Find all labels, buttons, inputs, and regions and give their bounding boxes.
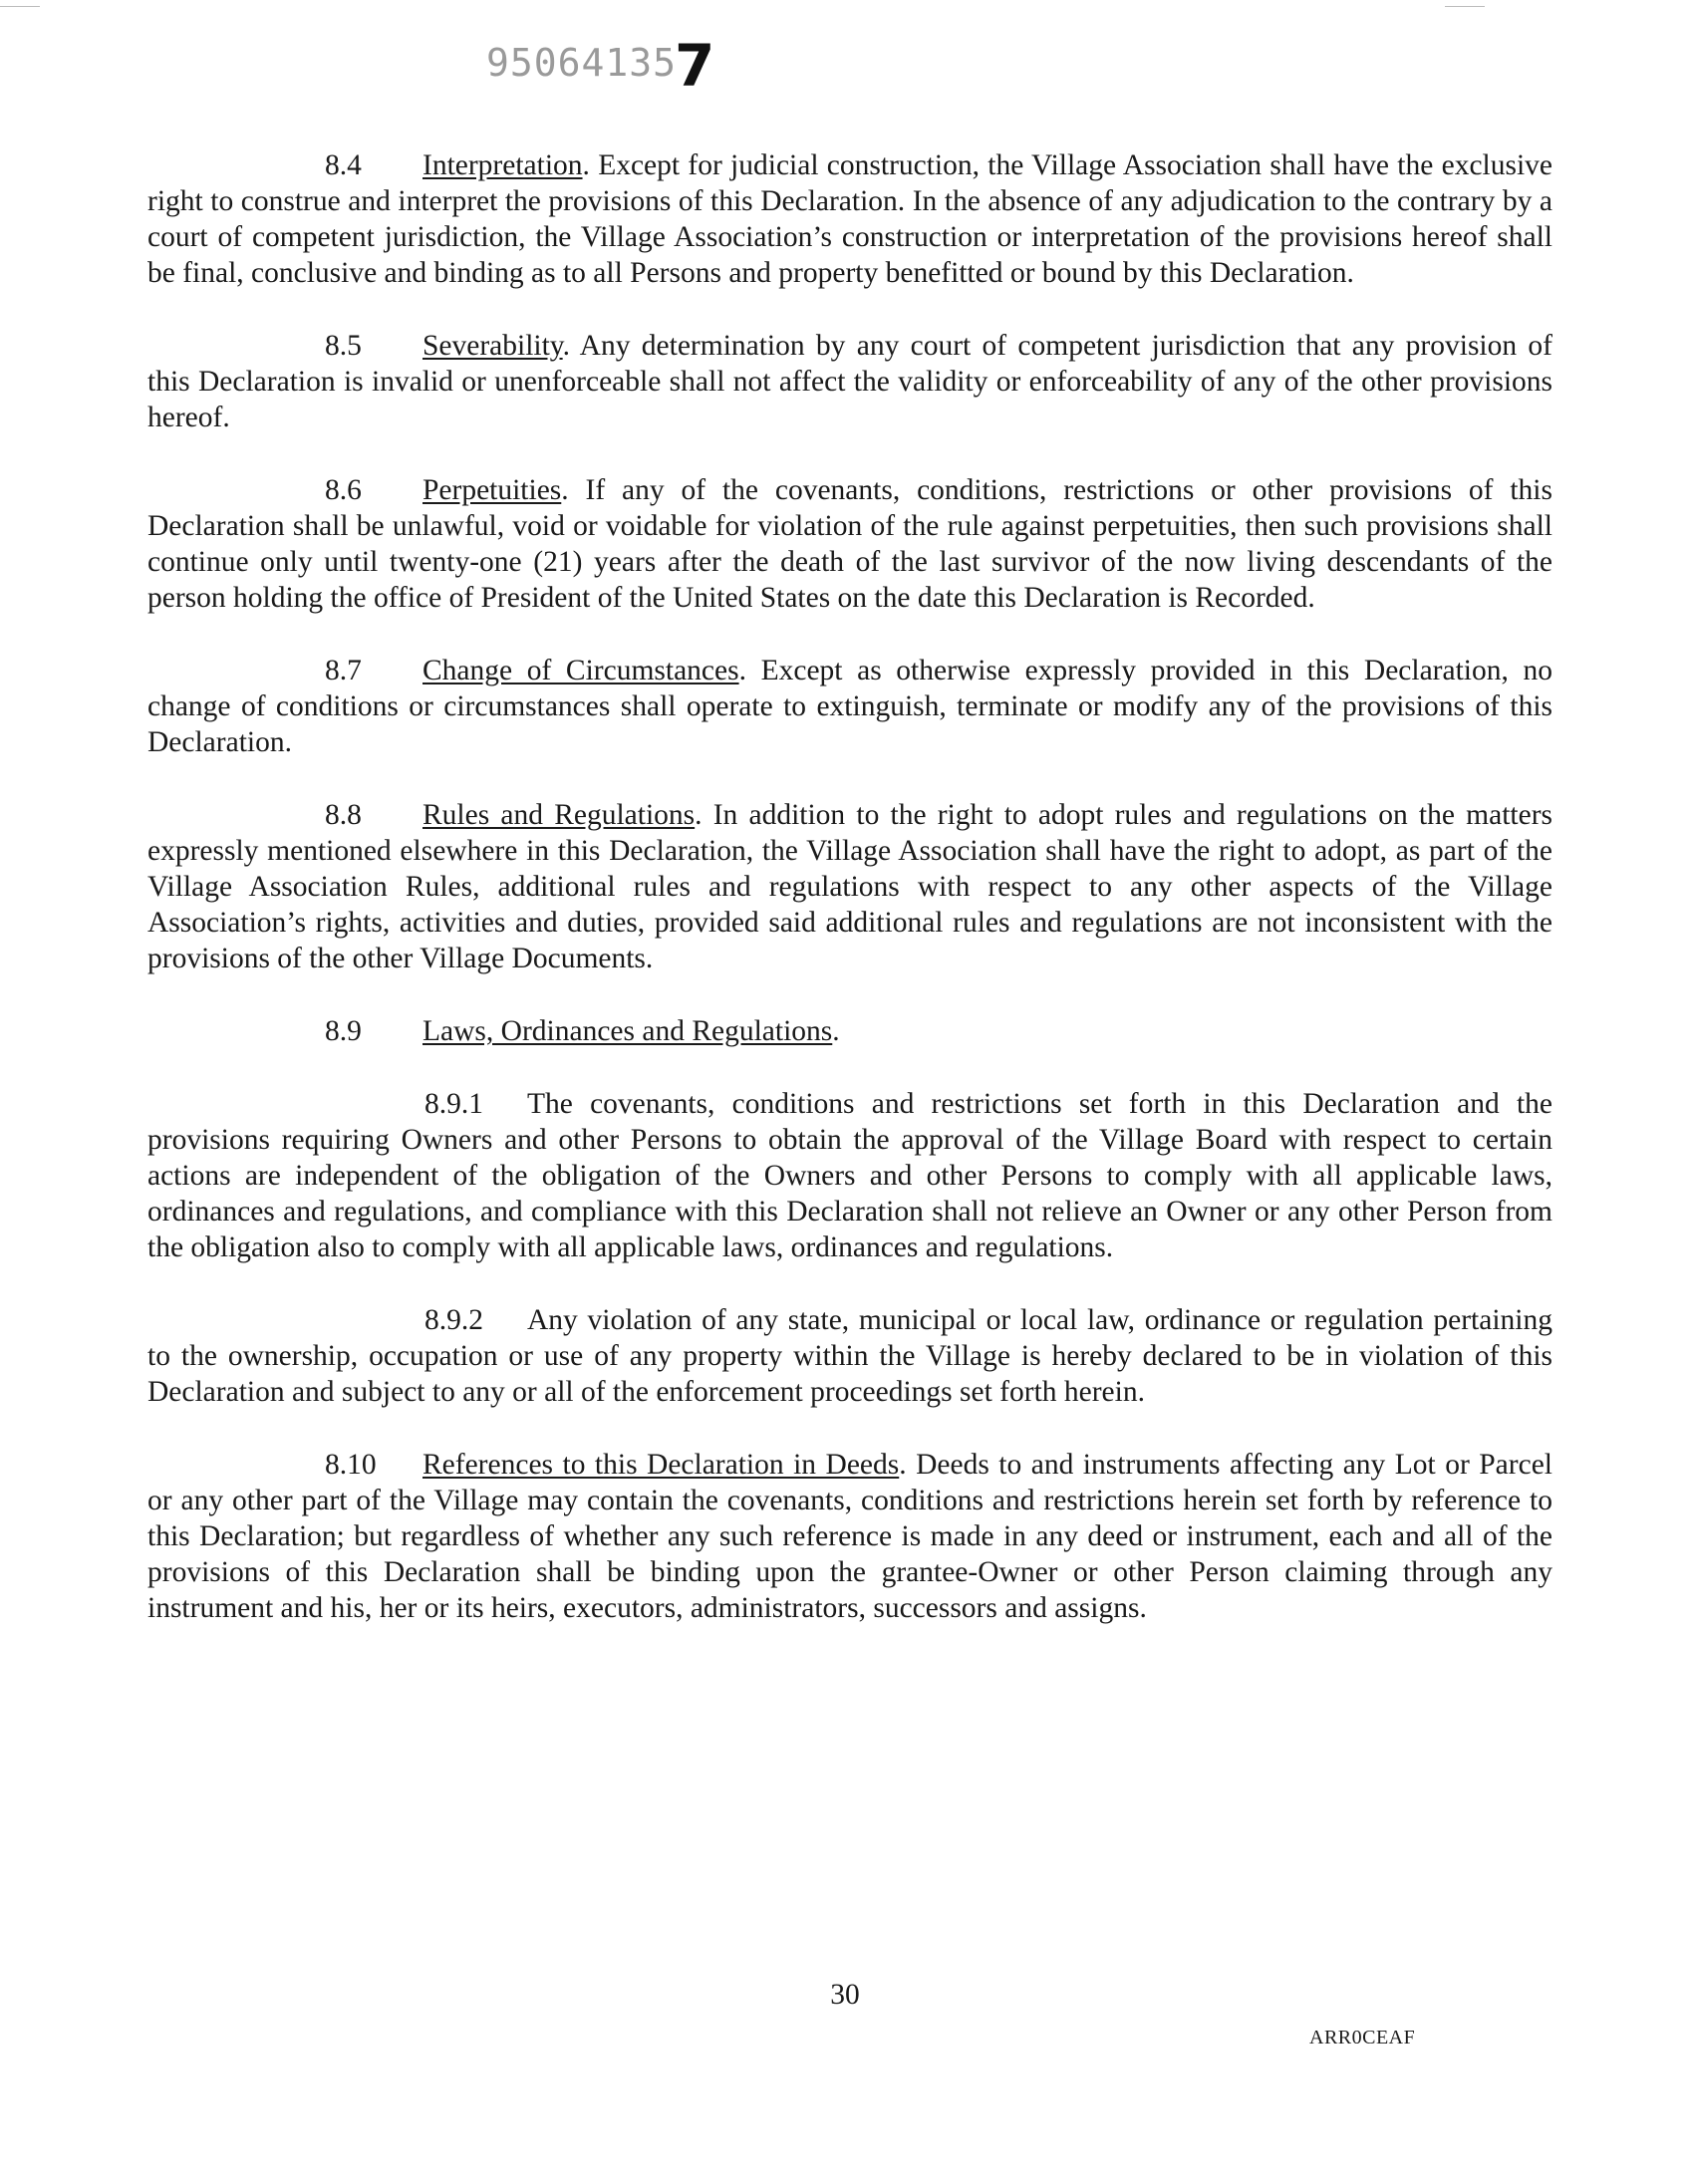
section-text: Any determination by any court of competent jurisdiction that any provision of this Declaration is invalid or unenforceable shall not affect the validity or enforceability of any of the other provisions hereof. [147, 330, 1552, 433]
section-heading: Perpetuities [422, 474, 562, 506]
section-8-8 [147, 797, 1552, 976]
section-8-10 [147, 1447, 1552, 1626]
stamp-handwritten-digit: 7 [675, 32, 716, 100]
section-heading: References to this Declaration in Deeds [422, 1449, 900, 1481]
section-heading: Interpretation [422, 149, 583, 181]
section-8-6 [147, 472, 1552, 616]
section-8-9 [147, 1013, 1552, 1049]
section-text: In addition to the right to adopt rules and regulations on the matters expressly mentioned elsewhere in this Declaration, the Village Association shall have the right to adopt, as part of the Village Association Rules, additional rules and regulations with respect to any other aspects of the Village Association’s rights, activities and duties, provided said additional rules and regulations are not inconsistent with the provisions of the other Village Documents. [147, 799, 1552, 974]
subsection-number: 8.9.1 [424, 1088, 483, 1120]
section-heading: Laws, Ordinances and Regulations [422, 1015, 833, 1047]
section-text: Any violation of any state, municipal or local law, ordinance or regulation pertaining to the ownership, occupation or use of any property within the Village is hereby declared to be in violation of this Declaration and subject to any or all of the enforcement proceedings set forth herein. [147, 1304, 1552, 1408]
section-number: 8.5 [325, 330, 362, 362]
section-number: 8.4 [325, 149, 362, 181]
section-text: Except as otherwise expressly provided in this Declaration, no change of conditions or circumstances shall operate to extinguish, terminate or modify any of the provisions of this Declaration. [147, 655, 1552, 758]
section-number: 8.7 [325, 655, 362, 686]
section-heading-punct: . [899, 1449, 907, 1481]
section-heading: Severability [422, 330, 563, 362]
document-body [147, 147, 1552, 1663]
scan-edge-mark-left [0, 6, 40, 7]
section-text: Deeds to and instruments affecting any Lot or Parcel or any other part of the Village may contain the covenants, conditions and restrictions herein set forth by reference to this Declaration; but regardless of whether any such reference is made in any deed or instrument, each and all of the provisions of this Declaration shall be binding upon the grantee-Owner or other Person claiming through any instrument and his, her or its heirs, executors, administrators, successors and assigns. [147, 1449, 1552, 1624]
section-heading-punct: . [695, 799, 703, 831]
section-8-9-1 [147, 1086, 1552, 1265]
section-number: 8.9 [325, 1015, 362, 1047]
section-text: If any of the covenants, conditions, restrictions or other provisions of this Declaration shall be unlawful, void or voidable for violation of the rule against perpetuities, then such provisions shall continue only until twenty-one (21) years after the death of the last survivor of the now living descendants of the person holding the office of President of the United States on the date this Declaration is Recorded. [147, 474, 1552, 614]
section-8-7 [147, 653, 1552, 760]
section-8-4 [147, 147, 1552, 291]
section-heading-punct: . [582, 149, 590, 181]
section-heading: Change of Circumstances [422, 655, 739, 686]
section-number: 8.8 [325, 799, 362, 831]
section-number: 8.6 [325, 474, 362, 506]
section-heading-punct: . [832, 1015, 840, 1047]
section-text: Except for judicial construction, the Village Association shall have the exclusive right to construe and interpret the provisions of this Declaration. In the absence of any adjudication to the contrary by a court of competent jurisdiction, the Village Association’s construction or interpretation of the provisions hereof shall be final, conclusive and binding as to all Persons and property benefitted or bound by this Declaration. [147, 149, 1552, 289]
section-heading-punct: . [562, 330, 571, 362]
scan-edge-mark-right [1445, 6, 1485, 7]
section-heading-punct: . [738, 655, 746, 686]
document-code: ARR0CEAF [1309, 2027, 1416, 2048]
section-number: 8.10 [325, 1449, 377, 1481]
section-heading-punct: . [561, 474, 569, 506]
page-number: 30 [830, 1979, 860, 2011]
section-heading: Rules and Regulations [422, 799, 696, 831]
section-8-9-2 [147, 1302, 1552, 1410]
subsection-number: 8.9.2 [424, 1304, 483, 1336]
section-8-5 [147, 328, 1552, 435]
stamp-digits: 95064135 [486, 41, 678, 85]
section-text: The covenants, conditions and restrictions set forth in this Declaration and the provisions requiring Owners and other Persons to obtain the approval of the Village Board with respect to certain actions are independent of the obligation of the Owners and other Persons to comply with all applicable laws, ordinances and regulations, and compliance with this Declaration shall not relieve an Owner or any other Person from the obligation also to comply with all applicable laws, ordinances and regulations. [147, 1088, 1552, 1263]
document-stamp-number [486, 22, 716, 100]
